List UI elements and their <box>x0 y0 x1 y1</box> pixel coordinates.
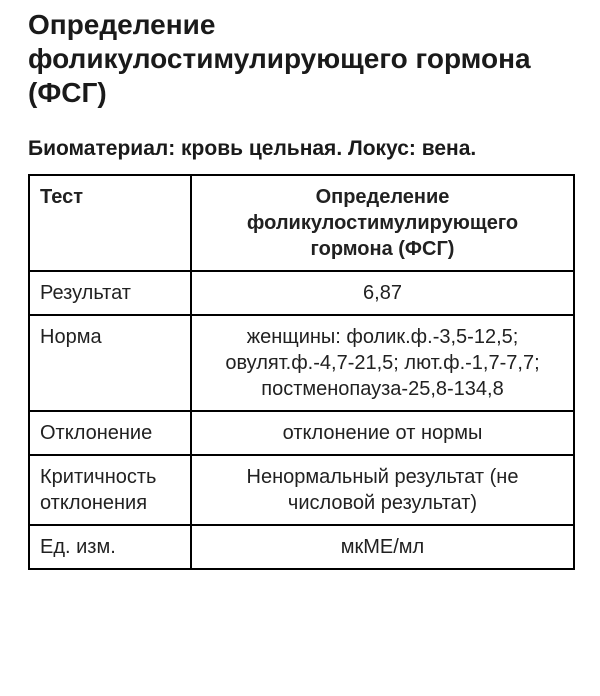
table-header-row <box>29 175 574 271</box>
table-row-criticality <box>29 455 574 525</box>
test-result-table <box>28 174 575 570</box>
table-row-unit <box>29 525 574 569</box>
criticality-row-label: Критичность отклонения <box>29 455 191 525</box>
deviation-row-value: отклонение от нормы <box>191 411 574 455</box>
biomaterial-locus-line: Биоматериал: кровь цельная. Локус: вена. <box>28 137 477 160</box>
norm-row-value: женщины: фолик.ф.-3,5-12,5; овулят.ф.-4,7-21,5; лют.ф.-1,7-7,7; постменопауза-25,8-134,8 <box>191 315 574 411</box>
result-row-label: Результат <box>29 271 191 315</box>
unit-row-value: мкМЕ/мл <box>191 525 574 569</box>
table-row-result <box>29 271 574 315</box>
deviation-row-label: Отклонение <box>29 411 191 455</box>
norm-row-label: Норма <box>29 315 191 411</box>
test-column-header: Тест <box>29 175 191 271</box>
unit-row-label: Ед. изм. <box>29 525 191 569</box>
result-row-value: 6,87 <box>191 271 574 315</box>
table-row-deviation <box>29 411 574 455</box>
criticality-row-value: Ненормальный результат (не числовой результат) <box>191 455 574 525</box>
test-name-header: Определение фоликулостимулирующего гормона (ФСГ) <box>191 175 574 271</box>
table-row-norm <box>29 315 574 411</box>
page-title: Определение фоликулостимулирующего гормона (ФСГ) <box>28 9 531 108</box>
